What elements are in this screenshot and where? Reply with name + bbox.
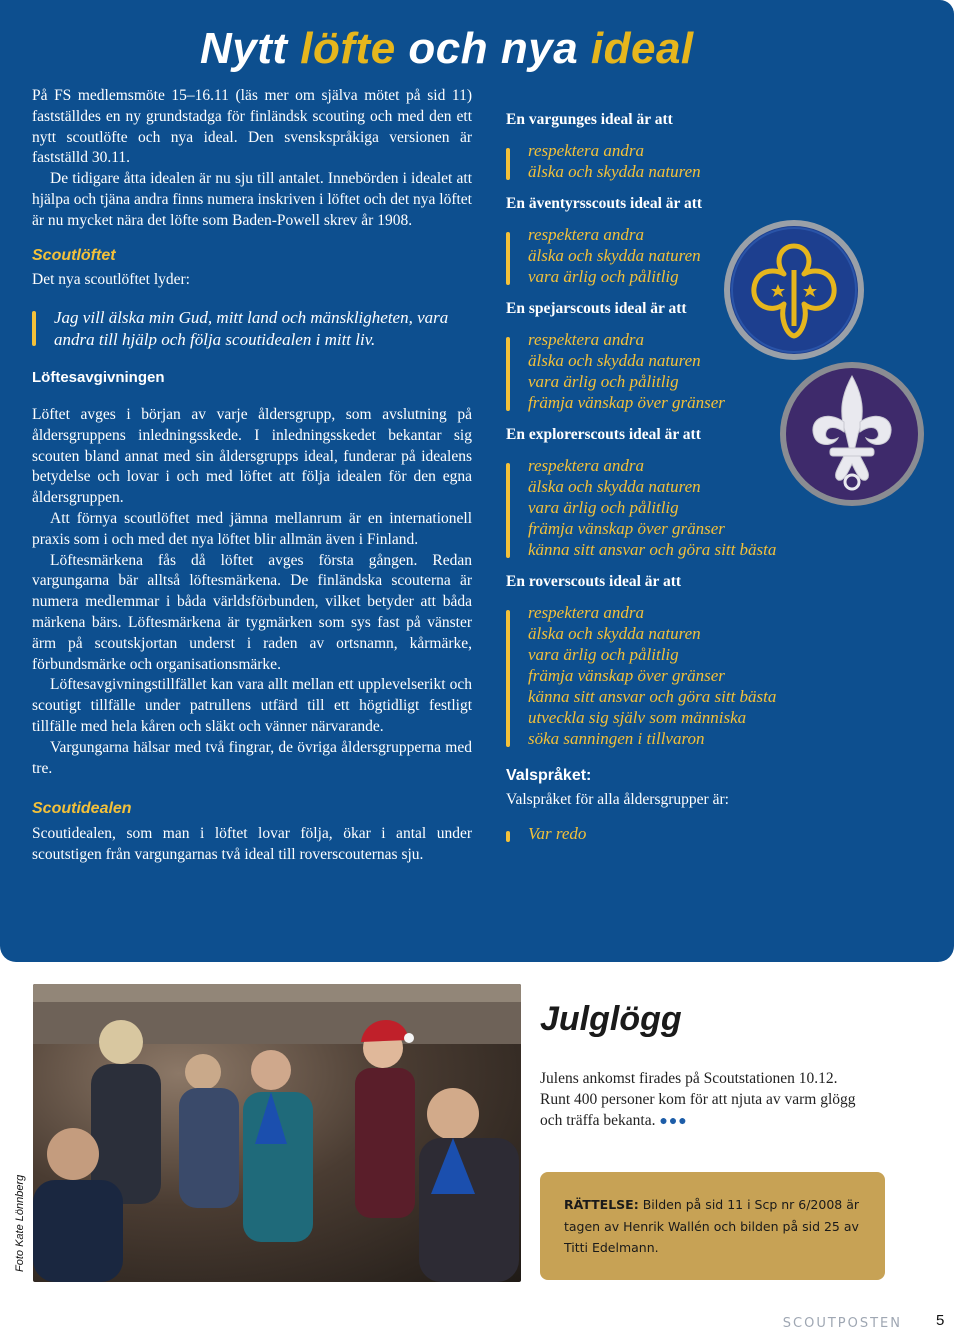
crowd-photo-image	[33, 984, 521, 1282]
page-number: 5	[936, 1312, 945, 1329]
ideal-group-heading: En äventyrsscouts ideal är att	[506, 195, 703, 212]
motto	[506, 823, 806, 844]
ideal-item: respektera andra	[528, 603, 644, 622]
scoutloftet-heading: Scoutlöftet	[32, 246, 116, 264]
promise-quote	[32, 307, 472, 350]
ideal-bar	[506, 337, 510, 411]
wagggs-trefoil-badge-icon	[722, 218, 866, 362]
ideal-item: främja vänskap över gränser	[528, 393, 725, 412]
ideal-bar	[506, 610, 510, 747]
loftes-paragraph-1: Löftet avges i början av varje åldersgrupp, som avslutning på åldersgruppens inledningsskede. I inledningsskedet bekantar sig scouten bland annat med sin åldersgrupps ideal, funderar på idealens betydelse och lovar i och med löftet att följa idealen för den egna åldersgruppen.	[32, 405, 472, 507]
valsprak-heading: Valspråket:	[506, 767, 592, 784]
loftes-paragraph-2: Att förnya scoutlöftet med jämna mellanrum är en internationell praxis som i och med det nya löftet blir allmän även i Finland.	[32, 509, 472, 548]
correction-box	[540, 1172, 885, 1280]
title-highlight-1: löfte	[300, 24, 396, 73]
scoutidealen-paragraph: Scoutidealen, som man i löftet lovar följa, ökar i antal under scoutstigen från vargungarnas två ideal till roverscouternas sju.	[32, 825, 472, 863]
julglogg-body: Julens ankomst firades på Scoutstationen 10.12. Runt 400 personer kom för att njuta av varm glögg och träffa bekanta.	[540, 1070, 856, 1129]
ideal-item: älska och skydda naturen	[528, 477, 701, 496]
scoutloftet-intro: Det nya scoutlöftet lyder:	[32, 271, 190, 289]
correction-label: RÄTTELSE:	[564, 1197, 639, 1212]
ideal-list	[506, 455, 806, 560]
magazine-name: SCOUTPOSTEN	[782, 1316, 902, 1331]
julglogg-text	[540, 1068, 870, 1132]
loftesavgivningen-heading: Löftesavgivningen	[32, 369, 165, 387]
title-text-1: Nytt	[200, 24, 301, 73]
intro-paragraph: På FS medlemsmöte 15–16.11 (läs mer om själva mötet på sid 11) fastställdes en ny grundstadga för finländsk scouting och med den ett nytt scoutlöfte och nya ideal. Den svenskspråkiga versionen är fastställd 30.11.	[32, 87, 472, 167]
title-highlight-2: ideal	[590, 24, 694, 73]
ideal-item: älska och skydda naturen	[528, 351, 701, 370]
motto-text: Var redo	[528, 824, 587, 843]
julglogg-photo	[33, 984, 521, 1282]
motto-bar	[506, 831, 510, 842]
ideal-group-heading: En roverscouts ideal är att	[506, 573, 682, 590]
title-text-2: och nya	[395, 24, 591, 73]
ideal-bar	[506, 463, 510, 558]
end-dots-icon: ●●●	[659, 1114, 688, 1129]
ideal-item: vara ärlig och pålitlig	[528, 645, 679, 664]
ideal-item: vara ärlig och pålitlig	[528, 372, 679, 391]
ideal-item: respektera andra	[528, 330, 644, 349]
ideal-item: respektera andra	[528, 225, 644, 244]
ideal-group-vargunge	[506, 110, 806, 182]
valsprak-text: Valspråket för alla åldersgrupper är:	[506, 791, 729, 808]
ideal-item: främja vänskap över gränser	[528, 519, 725, 538]
ideal-bar	[506, 232, 510, 285]
ideal-group-heading: En spejarscouts ideal är att	[506, 300, 687, 317]
ideal-item: söka sanningen i tillvaron	[528, 729, 705, 748]
loftes-paragraph-4: Löftesavgivningstillfället kan vara allt mellan ett upplevelserikt och scoutigt tillfälle under patrullens utfärd till ett högtidligt festligt tillfälle med hela kåren och släkt och vänner närvarande.	[32, 676, 472, 735]
ideal-item: respektera andra	[528, 141, 644, 160]
wosm-fleur-de-lis-badge-icon	[778, 360, 926, 508]
ideal-item: känna sitt ansvar och göra sitt bästa	[528, 687, 777, 706]
ideal-group-heading: En vargunges ideal är att	[506, 111, 673, 128]
quote-bar	[32, 311, 36, 346]
ideal-group-roverscout	[506, 572, 806, 749]
article-title	[200, 24, 694, 74]
ideal-item: älska och skydda naturen	[528, 246, 701, 265]
correction-text	[564, 1194, 864, 1259]
ideals-change-paragraph: De tidigare åtta idealen är nu sju till antalet. Innebörden i idealet att hjälpa och tjäna andra finns numera inskriven i löftet och det nya löftet är nu mycket nära det löfte som Baden-Powell skrev år 1908.	[32, 170, 472, 229]
ideal-item: respektera andra	[528, 456, 644, 475]
ideal-item: främja vänskap över gränser	[528, 666, 725, 685]
ideal-item: utveckla sig själv som människa	[528, 708, 747, 727]
ideal-item: känna sitt ansvar och göra sitt bästa	[528, 540, 777, 559]
left-column	[32, 86, 472, 866]
ideal-item: vara ärlig och pålitlig	[528, 498, 679, 517]
photo-credit: Foto Kate Lönnberg	[14, 1174, 26, 1272]
ideal-group-explorerscout	[506, 425, 806, 560]
promise-text: Jag vill älska min Gud, mitt land och mänskligheten, vara andra till hjälp och följa scoutidealen i mitt liv.	[54, 308, 449, 349]
julglogg-title: Julglögg	[540, 1000, 682, 1038]
ideal-item: älska och skydda naturen	[528, 624, 701, 643]
correction-body: Bilden på sid 11 i Scp nr 6/2008 är tagen av Henrik Wallén och bilden på sid 25 av Titti Edelmann.	[564, 1197, 860, 1255]
ideal-item: älska och skydda naturen	[528, 162, 701, 181]
loftes-paragraph-5: Vargungarna hälsar med två fingrar, de övriga åldersgrupperna med tre.	[32, 738, 472, 777]
ideal-list	[506, 602, 806, 749]
ideal-list	[506, 140, 806, 182]
ideal-item: vara ärlig och pålitlig	[528, 267, 679, 286]
ideal-bar	[506, 148, 510, 180]
scoutidealen-heading: Scoutidealen	[32, 800, 132, 818]
ideal-group-heading: En explorerscouts ideal är att	[506, 426, 701, 443]
loftes-paragraph-3: Löftesmärkena fås då löftet avges första gången. Redan vargungarna bär alltså löftesmärkena. De finländska scouterna är numera medlemmar i båda världsförbunden, vilket betyder att båda märkena bärs. Löftesmärkena är tygmärken som sys fast på vänster ärm på scoutskjortan underst i raden av ortsnamn, kårmärke, förbundsmärke och organisationsmärke.	[32, 551, 472, 673]
